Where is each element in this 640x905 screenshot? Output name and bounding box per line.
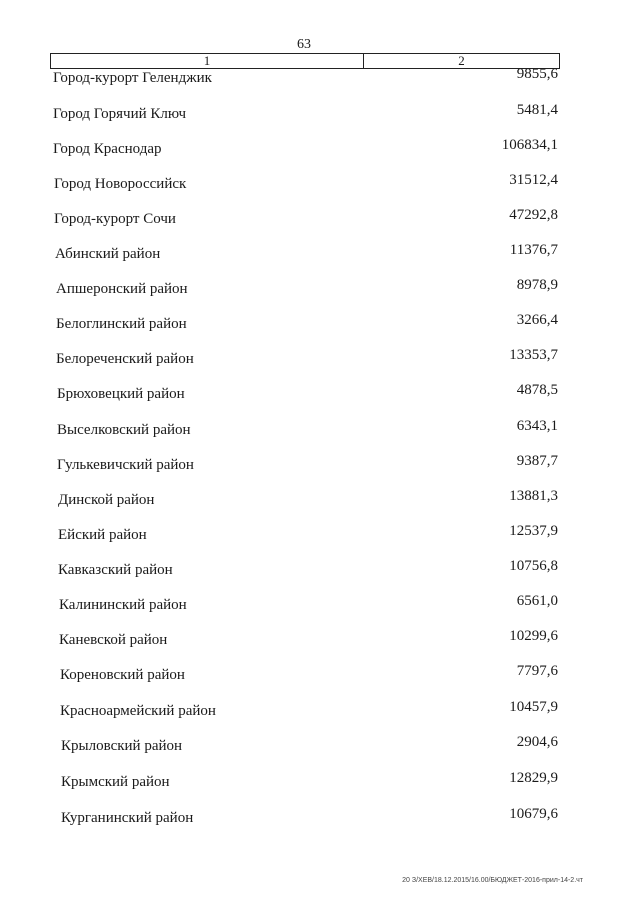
row-name: Город-курорт Геленджик <box>53 70 212 86</box>
table-row <box>0 418 640 446</box>
table-row <box>0 242 640 270</box>
row-name: Белоглинский район <box>56 316 187 332</box>
row-value: 5481,4 <box>516 102 558 118</box>
table-row <box>0 347 640 375</box>
row-name: Город Краснодар <box>53 141 162 157</box>
row-value: 10457,9 <box>509 699 558 715</box>
row-value: 12537,9 <box>509 523 558 539</box>
table-row <box>0 663 640 691</box>
row-name: Город Горячий Ключ <box>53 106 187 122</box>
row-name: Каневской район <box>59 632 168 648</box>
table-row <box>0 102 640 130</box>
row-name: Калининский район <box>59 597 187 613</box>
table-row <box>0 699 640 727</box>
table-row <box>0 523 640 551</box>
table-row <box>0 628 640 656</box>
footer-text: 20 З/ХЕВ/18.12.2015/16.00/БЮДЖЕТ-2016-прил-14-2.чт <box>402 877 583 884</box>
row-name: Кореновский район <box>60 667 185 683</box>
table-row <box>0 312 640 340</box>
row-value: 12829,9 <box>509 770 558 786</box>
row-name: Красноармейский район <box>60 703 216 719</box>
table-row <box>0 806 640 834</box>
row-value: 10679,6 <box>509 806 558 822</box>
table-row <box>0 382 640 410</box>
row-name: Белореченский район <box>56 351 194 367</box>
row-name: Брюховецкий район <box>57 386 185 402</box>
row-value: 9855,6 <box>516 66 558 82</box>
row-value: 11376,7 <box>509 242 558 258</box>
table-row <box>0 770 640 798</box>
row-value: 10299,6 <box>509 628 558 644</box>
row-name: Апшеронский район <box>56 281 188 297</box>
row-value: 13881,3 <box>509 488 558 504</box>
row-value: 9387,7 <box>516 453 558 469</box>
row-value: 31512,4 <box>509 172 558 188</box>
row-name: Крыловский район <box>61 738 183 754</box>
row-value: 6343,1 <box>516 418 558 434</box>
row-name: Кавказский район <box>58 562 173 578</box>
table-row <box>0 172 640 200</box>
row-value: 3266,4 <box>516 312 558 328</box>
row-name: Абинский район <box>55 246 161 262</box>
column-header-1: 1 <box>51 54 364 68</box>
column-header-2: 2 <box>458 53 465 68</box>
row-value: 106834,1 <box>501 137 558 153</box>
page-number: 63 <box>297 37 311 52</box>
table-row <box>0 207 640 235</box>
row-name: Выселковский район <box>57 422 191 438</box>
table-row <box>0 137 640 165</box>
row-value: 8978,9 <box>516 277 558 293</box>
row-value: 7797,6 <box>516 663 558 679</box>
row-value: 47292,8 <box>509 207 558 223</box>
row-value: 4878,5 <box>516 382 558 398</box>
row-name: Ейский район <box>58 527 147 543</box>
row-value: 13353,7 <box>509 347 558 363</box>
row-name: Гулькевичский район <box>57 457 194 473</box>
row-name: Крымский район <box>61 774 170 790</box>
row-value: 6561,0 <box>516 593 558 609</box>
row-name: Город-курорт Сочи <box>54 211 176 227</box>
row-name: Город Новороссийск <box>54 176 187 192</box>
table-row <box>0 277 640 305</box>
table-row <box>0 734 640 762</box>
table-row <box>0 66 640 94</box>
row-value: 10756,8 <box>509 558 558 574</box>
row-name: Динской район <box>58 492 155 508</box>
column-header-row <box>50 53 560 69</box>
table-row <box>0 593 640 621</box>
table-row <box>0 453 640 481</box>
table-row <box>0 558 640 586</box>
row-value: 2904,6 <box>516 734 558 750</box>
table-row <box>0 488 640 516</box>
row-name: Курганинский район <box>61 810 194 826</box>
